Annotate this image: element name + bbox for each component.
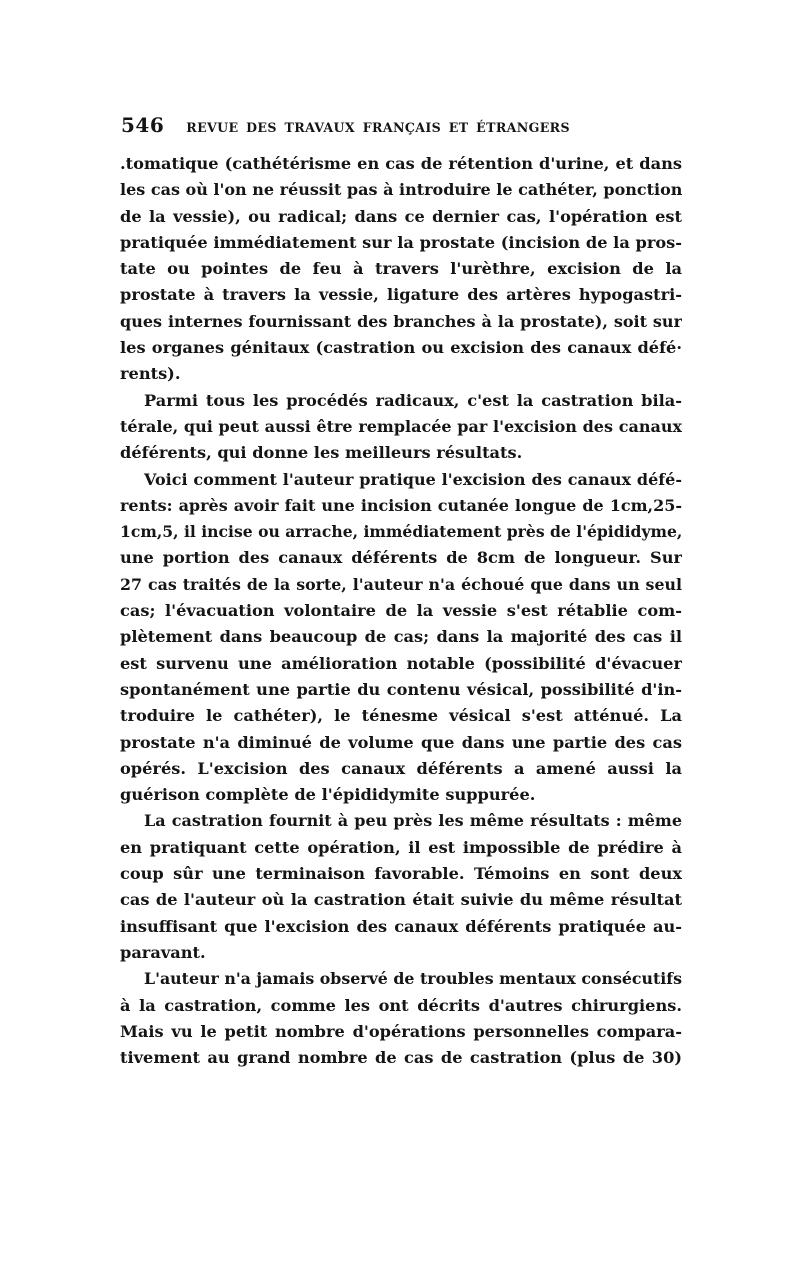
text-line: prostate n'a diminué de volume que dans une partie des cas	[120, 732, 682, 752]
text-line: tate ou pointes de feu à travers l'urèthre, excision de la	[120, 259, 682, 279]
text-line: ques internes fournissant des branches à la prostate), soit sur	[120, 311, 682, 331]
text-line: Parmi tous les procédés radicaux, c'est la castration bila-	[144, 390, 682, 410]
text-line: troduire le cathéter), le ténesme vésical s'est atténué. La	[120, 706, 682, 726]
text-line: plètement dans beaucoup de cas; dans la majorité des cas il	[120, 627, 682, 647]
text-line: les cas où l'on ne réussit pas à introduire le cathéter, ponction	[120, 180, 682, 200]
text-line: prostate à travers la vessie, ligature des artères hypogastri-	[120, 285, 682, 305]
body-text	[120, 151, 682, 1071]
text-line: térale, qui peut aussi être remplacée par l'excision des canaux	[120, 416, 682, 436]
text-line: guérison complète de l'épididymite suppurée.	[120, 785, 536, 805]
text-line: paravant.	[120, 942, 206, 962]
paragraph	[120, 151, 682, 388]
text-line: une portion des canaux déférents de 8cm de longueur. Sur	[120, 548, 682, 568]
text-line: est survenu une amélioration notable (possibilité d'évacuer	[120, 653, 682, 673]
text-line: de la vessie), ou radical; dans ce dernier cas, l'opération est	[120, 206, 682, 226]
page-number: 546	[121, 113, 165, 137]
text-line: L'auteur n'a jamais observé de troubles mentaux consécutifs	[144, 969, 682, 989]
text-line: spontanément une partie du contenu vésical, possibilité d'in-	[120, 679, 682, 699]
text-line: les organes génitaux (castration ou excision des canaux défé·	[120, 338, 682, 358]
text-line: Mais vu le petit nombre d'opérations personnelles compara-	[120, 1021, 682, 1041]
text-line: La castration fournit à peu près les même résultats : même	[144, 811, 682, 831]
text-line: .tomatique (cathétérisme en cas de rétention d'urine, et dans	[120, 154, 682, 173]
text-line: à la castration, comme les ont décrits d'autres chirurgiens.	[120, 995, 682, 1015]
running-head	[121, 113, 681, 143]
text-line: cas; l'évacuation volontaire de la vessie s'est rétablie com-	[120, 601, 682, 621]
journal-title: REVUE DES TRAVAUX FRANÇAIS ET ÉTRANGERS	[186, 120, 570, 135]
text-line: rents).	[120, 364, 181, 384]
text-line: Voici comment l'auteur pratique l'excision des canaux défé-	[144, 469, 682, 489]
paragraph	[120, 388, 682, 467]
text-line: en pratiquant cette opération, il est impossible de prédire à	[120, 837, 682, 857]
text-line: coup sûr une terminaison favorable. Témoins en sont deux	[120, 864, 682, 884]
text-line: pratiquée immédiatement sur la prostate (incision de la pros-	[120, 232, 682, 252]
paragraph	[120, 467, 682, 809]
text-line: 1cm,5, il incise ou arrache, immédiatement près de l'épididyme,	[120, 522, 682, 542]
text-line: rents: après avoir fait une incision cutanée longue de 1cm,25-	[120, 495, 682, 515]
text-line: cas de l'auteur où la castration était suivie du même résultat	[120, 890, 682, 910]
text-line: insuffisant que l'excision des canaux déférents pratiquée au-	[120, 916, 682, 936]
text-line: opérés. L'excision des canaux déférents a amené aussi la	[120, 758, 682, 778]
text-line: déférents, qui donne les meilleurs résultats.	[120, 443, 523, 463]
text-line: 27 cas traités de la sorte, l'auteur n'a échoué que dans un seul	[120, 574, 682, 594]
paragraph	[120, 966, 682, 1071]
paragraph	[120, 808, 682, 966]
text-line: tivement au grand nombre de cas de castration (plus de 30)	[120, 1048, 682, 1068]
